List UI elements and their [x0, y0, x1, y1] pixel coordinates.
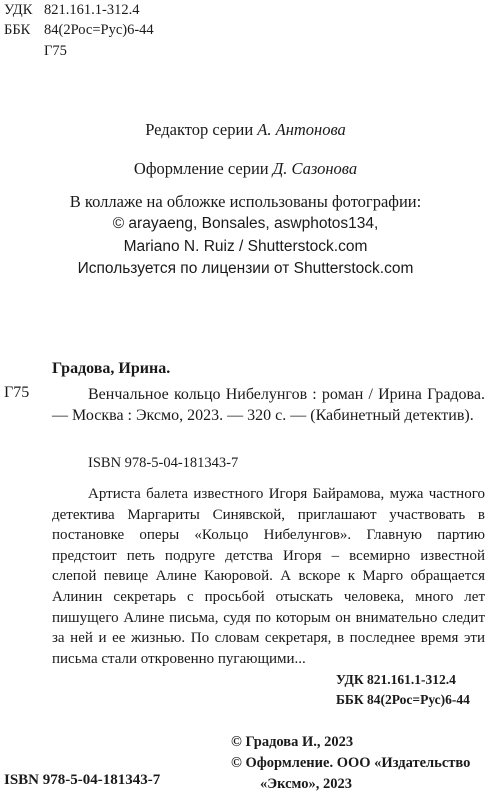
bottom-udk: УДК 821.161.1-312.4 [336, 672, 456, 687]
series-design-label: Оформление серии [133, 159, 269, 178]
record-isbn: ISBN 978-5-04-181343-7 [88, 455, 239, 471]
copyright-design-cont: «Эксмо», 2023 [260, 776, 352, 792]
record-mark: Г75 [4, 384, 30, 401]
series-editor-label: Редактор серии [145, 120, 254, 139]
author-mark: Г75 [44, 43, 67, 59]
series-editor [0, 119, 491, 140]
udk-key: УДК [4, 2, 33, 18]
bbk-key: ББК [4, 22, 31, 38]
bottom-bbk: ББК 84(2Рос=Рус)6-44 [336, 692, 470, 707]
record-description: Венчальное кольцо Нибелунгов : роман / Ирина Градова. — Москва : Эксмо, 2023. — 320 с. — (Кабинетный детектив). [52, 386, 485, 424]
bbk-value: 84(2Рос=Рус)6-44 [44, 22, 154, 38]
series-editor-name: А. Антонова [257, 120, 346, 139]
udk-code [4, 0, 139, 20]
photo-credit-heading: В коллаже на обложке использованы фотографии: [69, 192, 422, 211]
copyright-design: © Оформление. ООО «Издательство [231, 755, 471, 771]
copyright-author: © Градова И., 2023 [231, 734, 354, 750]
photo-license: Используется по лицензии от Shutterstock.com [77, 260, 414, 277]
record-annotation: Артиста балета известного Игоря Байрамова, мужа частного детектива Маргариты Синявской, приглашают участвовать в постановке оперы «Кольцо Нибелунгов». Главную партию предстоит петь подруге детства Игоря – всемирно известной слепой певице Алине Каюровой. А вскоре к Марго обращается Алинин секретарь с просьбой отыскать человека, много лет пишущего Алине письма, судя по которым он внимательно следит за ней и ее жизнью. По словам секретаря, в последнее время эти письма стали откровенно пугающими... [52, 486, 485, 667]
record-author: Градова, Ирина. [52, 360, 171, 377]
bbk-code [4, 20, 154, 40]
photo-credit-authors: © arayaeng, Bonsales, aswphotos134, [112, 215, 379, 232]
series-design-name: Д. Сазонова [272, 159, 358, 178]
udk-value: 821.161.1-312.4 [44, 2, 140, 18]
photo-credit-source: Mariano N. Ruiz / Shutterstock.com [123, 238, 368, 255]
series-design [0, 158, 491, 179]
isbn-bottom: ISBN 978-5-04-181343-7 [4, 772, 161, 788]
